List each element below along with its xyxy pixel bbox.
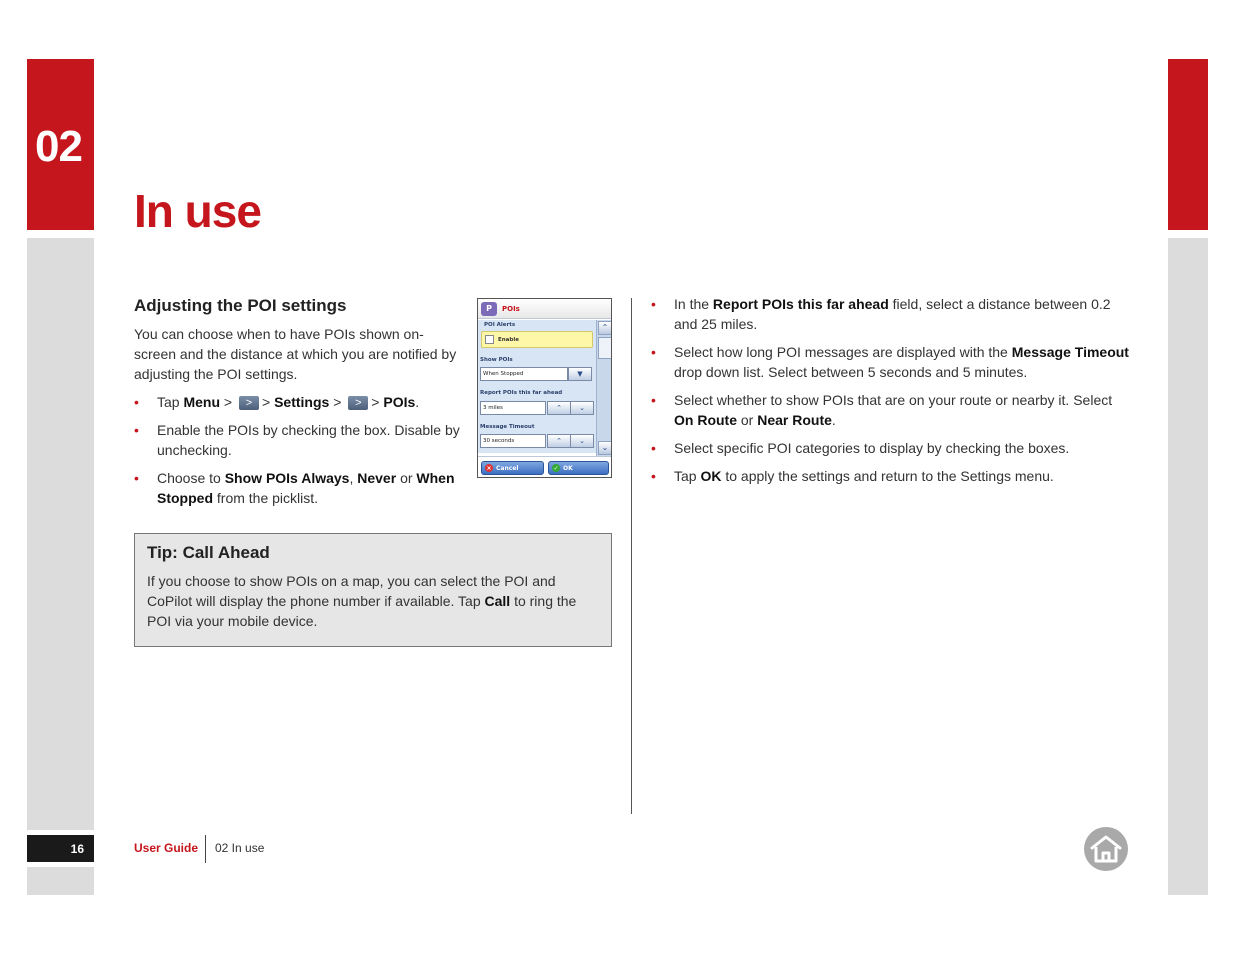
bullet-icon: •	[134, 394, 139, 410]
scroll-up-icon[interactable]: ⌃	[598, 321, 612, 335]
device-header	[478, 299, 611, 319]
footer-guide-label: User Guide	[134, 841, 199, 855]
bullet-icon: •	[651, 468, 656, 484]
chevron-down-icon[interactable]: ▼	[568, 367, 592, 381]
page-title: In use	[134, 185, 261, 237]
device-title: POIs	[502, 304, 520, 313]
report-distance-field[interactable]: 3 miles	[480, 401, 546, 415]
tip-title: Tip: Call Ahead	[147, 543, 270, 562]
list-item: • In the Report POIs this far ahead field, select a distance between 0.2 and 25 miles.	[651, 296, 1111, 332]
section-heading: Adjusting the POI settings	[134, 296, 347, 315]
device-footer	[478, 456, 612, 478]
right-margin-bar	[1168, 238, 1208, 895]
home-icon	[1089, 834, 1123, 864]
page-number: 16	[27, 835, 94, 862]
left-margin-bar	[27, 238, 94, 830]
bullet-icon: •	[651, 392, 656, 408]
show-pois-label: Show POIs	[480, 357, 513, 363]
right-bullet-list	[651, 294, 1131, 494]
list-item: • Enable the POIs by checking the box. Disable by unchecking.	[134, 422, 460, 458]
tip-body: If you choose to show POIs on a map, you can select the POI and CoPilot will display the phone number if available. Tap Call to ring the POI via your mobile device.	[147, 573, 577, 629]
section-intro: You can choose when to have POIs shown on-screen and the distance at which you are notified by adjusting the POI settings.	[134, 326, 457, 382]
bullet-icon: •	[134, 422, 139, 438]
list-item: • Choose to Show POIs Always, Never or When Stopped from the picklist.	[134, 470, 455, 506]
chevron-up-icon[interactable]: ⌃	[547, 434, 571, 448]
cancel-icon: ×	[486, 464, 492, 472]
list-item: • Select whether to show POIs that are on your route or nearby it. Select On Route or Near Route.	[651, 392, 1113, 428]
column-divider	[631, 298, 632, 814]
chevron-down-icon[interactable]: ⌄	[570, 401, 594, 415]
scroll-thumb[interactable]	[598, 337, 612, 359]
device-scrollbar[interactable]	[596, 320, 612, 456]
list-item: • Tap Menu > > > Settings > > > POIs.	[134, 394, 420, 410]
tip-box	[134, 533, 612, 647]
message-timeout-field[interactable]: 30 seconds	[480, 434, 546, 448]
home-button[interactable]	[1084, 827, 1128, 871]
scroll-down-icon[interactable]: ⌄	[598, 441, 612, 455]
chapter-number: 02	[35, 122, 82, 171]
left-margin-bar-bottom	[27, 867, 94, 895]
bullet-icon: •	[134, 470, 139, 486]
list-item: • Tap OK to apply the settings and return to the Settings menu.	[651, 468, 1054, 484]
device-form	[478, 320, 596, 453]
bullet-icon: •	[651, 296, 656, 312]
device-screenshot	[477, 298, 612, 478]
settings-term: Settings	[274, 394, 330, 410]
right-accent-bar	[1168, 59, 1208, 230]
left-bullet-list	[134, 392, 464, 516]
copilot-logo-icon: P	[481, 302, 497, 316]
bullet-icon: •	[651, 344, 656, 360]
menu-term: Menu	[183, 394, 221, 410]
footer-divider	[205, 835, 206, 863]
check-icon: ✓	[553, 464, 559, 472]
next-arrow-icon: >	[239, 396, 259, 410]
enable-checkbox[interactable]	[485, 335, 494, 344]
ok-button[interactable]: ✓ OK	[548, 461, 609, 475]
poi-alerts-label: POI Alerts	[484, 322, 516, 328]
bullet-icon: •	[651, 440, 656, 456]
message-timeout-label: Message Timeout	[480, 424, 535, 430]
enable-label: Enable	[498, 336, 519, 343]
enable-checkbox-row[interactable]	[481, 331, 593, 348]
list-item: • Select how long POI messages are displayed with the Message Timeout drop down list. Select between 5 seconds and 5 minutes.	[651, 344, 1129, 380]
chevron-up-icon[interactable]: ⌃	[547, 401, 571, 415]
footer-section-label: 02 In use	[215, 841, 265, 855]
show-pois-select[interactable]: When Stopped	[480, 367, 568, 381]
cancel-button[interactable]: × Cancel	[481, 461, 544, 475]
next-arrow-icon: >	[348, 396, 368, 410]
list-item: • Select specific POI categories to display by checking the boxes.	[651, 440, 1070, 456]
chevron-down-icon[interactable]: ⌄	[570, 434, 594, 448]
report-pois-label: Report POIs this far ahead	[480, 390, 563, 396]
pois-term: POIs	[383, 394, 416, 410]
call-term: Call	[484, 593, 511, 609]
